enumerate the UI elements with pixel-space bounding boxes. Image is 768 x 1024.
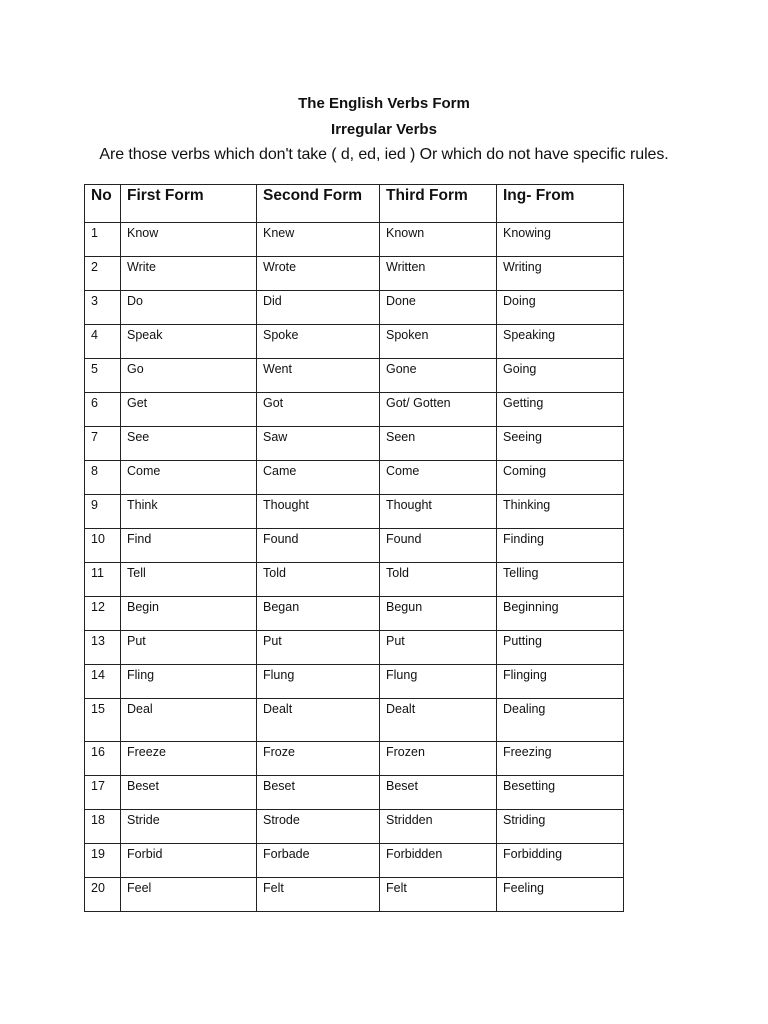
cell-second-form: Saw: [257, 427, 380, 461]
table-row: [85, 597, 624, 631]
cell-first-form: Forbid: [121, 844, 257, 878]
table-row: [85, 844, 624, 878]
cell-third-form: Gone: [380, 359, 497, 393]
cell-ing-form: Knowing: [497, 223, 624, 257]
table-row: [85, 359, 624, 393]
cell-third-form: Put: [380, 631, 497, 665]
cell-first-form: Freeze: [121, 742, 257, 776]
cell-second-form: Came: [257, 461, 380, 495]
cell-no: 9: [85, 495, 121, 529]
cell-third-form: Known: [380, 223, 497, 257]
cell-ing-form: Freezing: [497, 742, 624, 776]
cell-no: 10: [85, 529, 121, 563]
cell-ing-form: Speaking: [497, 325, 624, 359]
table-row: [85, 427, 624, 461]
cell-ing-form: Beginning: [497, 597, 624, 631]
table-body: [85, 223, 624, 912]
cell-first-form: Get: [121, 393, 257, 427]
cell-first-form: Stride: [121, 810, 257, 844]
cell-second-form: Thought: [257, 495, 380, 529]
header-third-form: Third Form: [380, 185, 497, 223]
cell-second-form: Went: [257, 359, 380, 393]
table-row: [85, 393, 624, 427]
cell-first-form: Feel: [121, 878, 257, 912]
cell-third-form: Beset: [380, 776, 497, 810]
cell-no: 12: [85, 597, 121, 631]
cell-first-form: See: [121, 427, 257, 461]
table-row: [85, 223, 624, 257]
cell-first-form: Know: [121, 223, 257, 257]
cell-first-form: Begin: [121, 597, 257, 631]
cell-third-form: Spoken: [380, 325, 497, 359]
cell-third-form: Felt: [380, 878, 497, 912]
table-row: [85, 257, 624, 291]
cell-third-form: Seen: [380, 427, 497, 461]
cell-third-form: Flung: [380, 665, 497, 699]
header-second-form: Second Form: [257, 185, 380, 223]
cell-first-form: Think: [121, 495, 257, 529]
cell-first-form: Write: [121, 257, 257, 291]
cell-first-form: Fling: [121, 665, 257, 699]
cell-no: 4: [85, 325, 121, 359]
cell-first-form: Speak: [121, 325, 257, 359]
cell-third-form: Done: [380, 291, 497, 325]
cell-ing-form: Getting: [497, 393, 624, 427]
cell-ing-form: Thinking: [497, 495, 624, 529]
cell-first-form: Do: [121, 291, 257, 325]
cell-no: 18: [85, 810, 121, 844]
cell-no: 20: [85, 878, 121, 912]
cell-ing-form: Going: [497, 359, 624, 393]
cell-ing-form: Forbidding: [497, 844, 624, 878]
header-first-form: First Form: [121, 185, 257, 223]
cell-second-form: Put: [257, 631, 380, 665]
cell-ing-form: Telling: [497, 563, 624, 597]
cell-ing-form: Putting: [497, 631, 624, 665]
document-title: The English Verbs Form: [298, 95, 470, 112]
header-no: No: [85, 185, 121, 223]
cell-first-form: Tell: [121, 563, 257, 597]
cell-second-form: Flung: [257, 665, 380, 699]
cell-third-form: Thought: [380, 495, 497, 529]
cell-no: 2: [85, 257, 121, 291]
cell-no: 11: [85, 563, 121, 597]
table-row: [85, 878, 624, 912]
document-subtitle: Irregular Verbs: [331, 121, 437, 138]
cell-first-form: Find: [121, 529, 257, 563]
cell-second-form: Knew: [257, 223, 380, 257]
cell-no: 7: [85, 427, 121, 461]
table-row: [85, 665, 624, 699]
cell-third-form: Forbidden: [380, 844, 497, 878]
table-row: [85, 563, 624, 597]
cell-second-form: Strode: [257, 810, 380, 844]
cell-first-form: Go: [121, 359, 257, 393]
table-row: [85, 291, 624, 325]
cell-no: 6: [85, 393, 121, 427]
cell-ing-form: Doing: [497, 291, 624, 325]
cell-ing-form: Flinging: [497, 665, 624, 699]
cell-third-form: Told: [380, 563, 497, 597]
table-row: [85, 776, 624, 810]
cell-second-form: Spoke: [257, 325, 380, 359]
cell-third-form: Frozen: [380, 742, 497, 776]
cell-second-form: Found: [257, 529, 380, 563]
table-row: [85, 461, 624, 495]
table-row: [85, 325, 624, 359]
cell-second-form: Told: [257, 563, 380, 597]
cell-no: 19: [85, 844, 121, 878]
cell-no: 5: [85, 359, 121, 393]
table-row: [85, 631, 624, 665]
cell-ing-form: Besetting: [497, 776, 624, 810]
cell-second-form: Got: [257, 393, 380, 427]
document-description: Are those verbs which don't take ( d, ed, ied ) Or which do not have specific rules.: [99, 146, 669, 163]
cell-first-form: Put: [121, 631, 257, 665]
cell-ing-form: Coming: [497, 461, 624, 495]
cell-first-form: Beset: [121, 776, 257, 810]
cell-no: 1: [85, 223, 121, 257]
cell-ing-form: Writing: [497, 257, 624, 291]
cell-first-form: Deal: [121, 699, 257, 742]
cell-third-form: Come: [380, 461, 497, 495]
cell-second-form: Felt: [257, 878, 380, 912]
cell-no: 8: [85, 461, 121, 495]
cell-third-form: Begun: [380, 597, 497, 631]
cell-ing-form: Feeling: [497, 878, 624, 912]
cell-no: 17: [85, 776, 121, 810]
cell-no: 3: [85, 291, 121, 325]
cell-second-form: Did: [257, 291, 380, 325]
header-ing-form: Ing- From: [497, 185, 624, 223]
table-header-row: [85, 185, 624, 223]
cell-second-form: Wrote: [257, 257, 380, 291]
cell-ing-form: Striding: [497, 810, 624, 844]
cell-second-form: Forbade: [257, 844, 380, 878]
cell-ing-form: Seeing: [497, 427, 624, 461]
cell-third-form: Got/ Gotten: [380, 393, 497, 427]
cell-third-form: Dealt: [380, 699, 497, 742]
cell-no: 15: [85, 699, 121, 742]
table-row: [85, 529, 624, 563]
table-row: [85, 699, 624, 742]
cell-no: 13: [85, 631, 121, 665]
cell-third-form: Written: [380, 257, 497, 291]
cell-third-form: Stridden: [380, 810, 497, 844]
table-row: [85, 742, 624, 776]
cell-second-form: Began: [257, 597, 380, 631]
cell-ing-form: Dealing: [497, 699, 624, 742]
verbs-table: [84, 184, 624, 912]
cell-second-form: Dealt: [257, 699, 380, 742]
table-row: [85, 810, 624, 844]
cell-first-form: Come: [121, 461, 257, 495]
table-row: [85, 495, 624, 529]
cell-no: 14: [85, 665, 121, 699]
cell-ing-form: Finding: [497, 529, 624, 563]
cell-no: 16: [85, 742, 121, 776]
cell-third-form: Found: [380, 529, 497, 563]
cell-second-form: Beset: [257, 776, 380, 810]
cell-second-form: Froze: [257, 742, 380, 776]
